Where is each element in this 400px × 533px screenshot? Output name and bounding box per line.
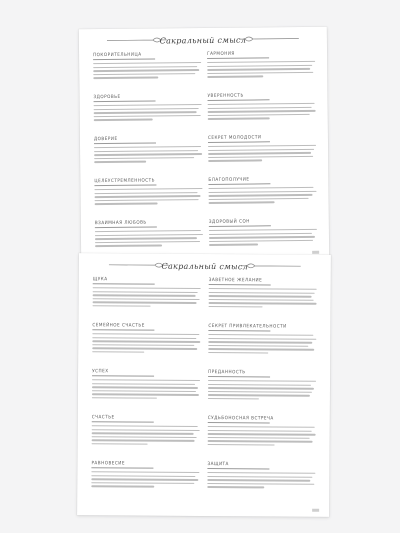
entry <box>93 277 201 309</box>
entry <box>209 278 317 310</box>
entry-text <box>208 334 316 354</box>
entry <box>93 52 201 81</box>
left-column <box>93 52 201 227</box>
page-number-mark <box>312 509 319 512</box>
entry-text <box>94 188 202 205</box>
entry-text <box>92 379 200 399</box>
entry-heading: ПРЕДАННОСТЬ <box>208 370 270 377</box>
entry <box>209 219 317 248</box>
entry-text <box>208 187 316 204</box>
entry-heading: ЩУКА <box>93 277 155 284</box>
entry-heading: ЦЕЛЕУСТРЕМЛЕННОСТЬ <box>94 178 155 185</box>
entry-heading: БЛАГОПОЛУЧИЕ <box>208 177 270 185</box>
entry-heading: ПОКОРИТЕЛЬНИЦА <box>93 53 155 61</box>
entry-text <box>93 62 201 79</box>
entry <box>208 177 316 206</box>
entry-heading: СЕКРЕТ ПРИВЛЕКАТЕЛЬНОСТИ <box>208 324 287 330</box>
title-flourish-right-icon <box>239 34 299 44</box>
entry-heading: ЗДОРОВЫЙ СОН <box>209 219 271 227</box>
page-number-mark <box>312 251 319 254</box>
entry-text <box>208 426 316 446</box>
entry-text <box>208 145 316 162</box>
entry-text <box>92 333 200 353</box>
entry-text <box>92 425 200 445</box>
entry <box>208 416 316 448</box>
entry <box>208 370 316 402</box>
entry-heading: ГАРМОНИЯ <box>207 51 269 59</box>
right-column <box>207 278 317 468</box>
entry-heading: РАВНОВЕСИЕ <box>91 461 153 468</box>
left-column <box>91 277 201 467</box>
entry <box>207 51 315 80</box>
entry-heading: СУДЬБОНОСНАЯ ВСТРЕЧА <box>207 416 274 422</box>
entry <box>94 178 202 207</box>
entry-heading: УВЕРЕННОСТЬ <box>207 93 269 101</box>
entry-text <box>209 288 317 308</box>
entry-heading: ВЗАИМНАЯ ЛЮБОВЬ <box>95 220 157 228</box>
entry-heading: ЗДОРОВЬЕ <box>93 95 155 103</box>
entry-text <box>207 61 315 78</box>
entry-text <box>94 104 202 121</box>
entry-text <box>209 229 317 246</box>
entry-heading: ЗАВЕТНОЕ ЖЕЛАНИЕ <box>209 278 271 285</box>
entry-heading: ДОВЕРИЕ <box>94 137 156 145</box>
entry-text <box>208 380 316 400</box>
right-column <box>207 51 315 225</box>
entry-heading: УСПЕХ <box>92 369 154 376</box>
entry <box>92 415 200 447</box>
entry <box>94 136 202 165</box>
entry <box>207 462 315 491</box>
entry-text <box>93 287 201 307</box>
entry <box>93 94 201 123</box>
page-title: Сакральный смысл <box>159 35 247 46</box>
entry-text <box>207 472 315 488</box>
entry-heading: СЕМЕЙНОЕ СЧАСТЬЕ <box>92 323 154 330</box>
entry <box>91 461 199 490</box>
entry-text <box>91 471 199 487</box>
page-title: Сакральный смысл <box>161 261 249 272</box>
booklet-page-top <box>79 27 329 262</box>
entry-heading: СЧАСТЬЕ <box>92 415 154 422</box>
entry-text <box>95 230 203 247</box>
entry-text <box>94 146 202 163</box>
title-flourish-right-icon <box>241 261 301 270</box>
entry-heading: СЕКРЕТ МОЛОДОСТИ <box>208 135 270 143</box>
entry <box>95 220 203 249</box>
entry <box>207 93 315 122</box>
entry <box>208 135 316 164</box>
entry-heading: ЗАЩИТА <box>207 462 269 469</box>
entry-text <box>208 103 316 120</box>
entry <box>92 369 200 401</box>
entry <box>208 324 316 356</box>
booklet-page-bottom <box>77 253 331 517</box>
entry <box>92 323 200 355</box>
